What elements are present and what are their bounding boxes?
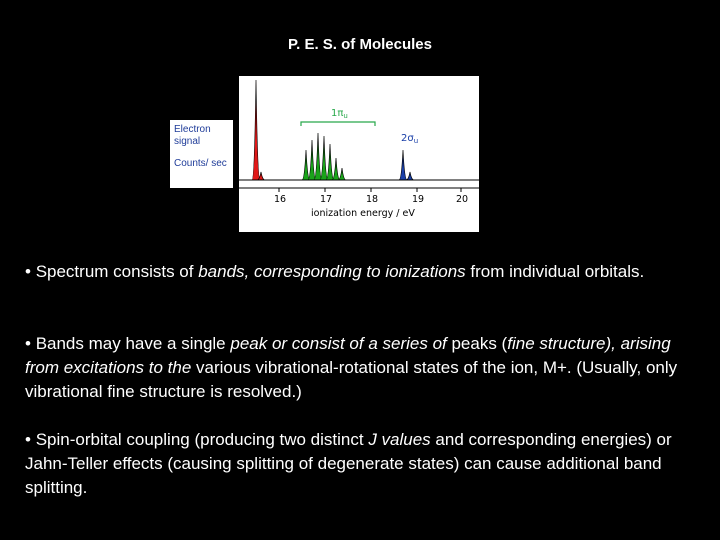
pes-spectrum-figure bbox=[239, 76, 479, 232]
peak-blue bbox=[406, 172, 414, 180]
peak-green bbox=[320, 136, 328, 180]
bullet-text-segment: Spectrum consists of bbox=[35, 262, 199, 281]
bullet-marker: • bbox=[25, 262, 36, 281]
bullet-marker: • bbox=[25, 430, 36, 449]
bullet-marker: • bbox=[25, 334, 36, 353]
x-tick-label: 20 bbox=[456, 194, 469, 205]
x-axis-label: ionization energy / eV bbox=[311, 208, 415, 219]
peak-red bbox=[252, 80, 260, 180]
peak-green bbox=[308, 140, 316, 180]
bullet-text-segment: peak or consist of a series of bbox=[230, 334, 447, 353]
bullet-text-segment: J values bbox=[368, 430, 431, 449]
peak-green bbox=[314, 133, 322, 180]
bullet-text-segment: from individual orbitals. bbox=[465, 262, 645, 281]
bullet-text-segment: bands, corresponding to ionizations bbox=[198, 262, 466, 281]
bullet-text-segment: peaks ( bbox=[446, 334, 508, 353]
x-tick-label: 17 bbox=[320, 194, 333, 205]
peak-green bbox=[326, 144, 334, 180]
x-tick-label: 19 bbox=[412, 194, 425, 205]
bullet-text-segment: Bands may have a single bbox=[35, 334, 231, 353]
peak-green bbox=[302, 150, 310, 180]
pi-band-label: $1\pi_u$ bbox=[331, 108, 348, 120]
bullet-text-segment: Spin-orbital coupling (producing two distinct bbox=[35, 430, 369, 449]
peak-blue bbox=[399, 150, 407, 180]
y-axis-label-box bbox=[170, 120, 233, 188]
sigma-band-label: $2\sigma_u$ bbox=[401, 133, 419, 145]
peak-green bbox=[338, 168, 346, 180]
pi-band-bracket bbox=[301, 122, 375, 126]
bullet-3 bbox=[25, 428, 705, 500]
bullet-2 bbox=[25, 332, 705, 404]
peak-green bbox=[332, 158, 340, 180]
x-tick-label: 16 bbox=[274, 194, 287, 205]
bullet-text-segment: fine structure), arising from excitations to the bbox=[25, 334, 671, 377]
bullet-1 bbox=[25, 260, 705, 284]
spectrum-svg bbox=[239, 76, 479, 232]
y-axis-label-electron-signal: Electron signal bbox=[174, 124, 211, 147]
bullet-text-segment: various vibrational-rotational states of the ion, M+. (Usually, only vibrational fine structure is resolved.) bbox=[25, 358, 678, 401]
bullet-text-segment: and corresponding energies) or Jahn-Teller effects (causing splitting of degenerate states) can cause additional band splitting. bbox=[25, 430, 672, 497]
slide-title: P. E. S. of Molecules bbox=[288, 36, 432, 53]
x-tick-label: 18 bbox=[366, 194, 379, 205]
y-axis-label-counts: Counts/ sec bbox=[174, 158, 227, 169]
